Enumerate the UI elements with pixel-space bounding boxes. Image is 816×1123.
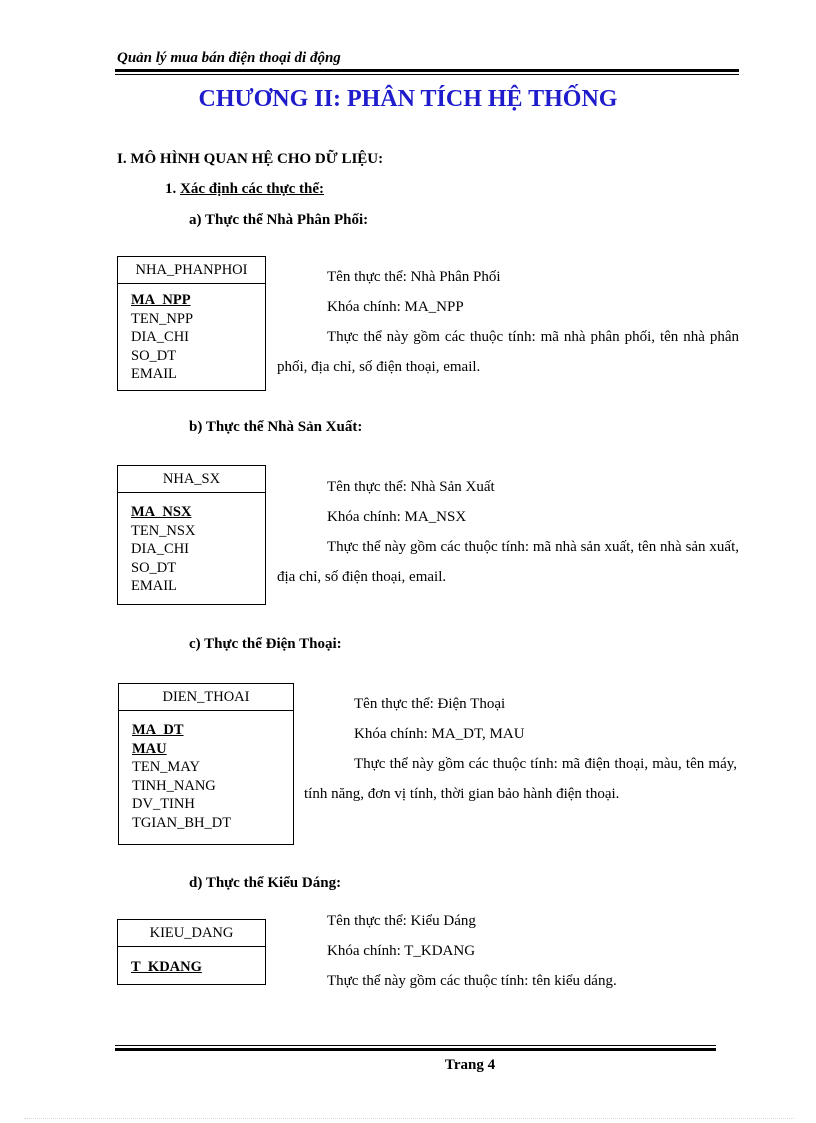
entity-attributes bbox=[118, 493, 265, 596]
entity-name: KIEU_DANG bbox=[118, 920, 265, 947]
entity-name-line: Tên thực thể: Nhà Sản Xuất bbox=[327, 479, 495, 495]
document-header-title: Quản lý mua bán điện thoại di động bbox=[117, 50, 341, 66]
primary-key-attribute: MAU bbox=[132, 740, 167, 757]
entity-heading-c: c) Thực thể Điện Thoại: bbox=[189, 636, 342, 652]
subsection-title: Xác định các thực thể: bbox=[180, 181, 324, 197]
footer-rule-thin bbox=[115, 1045, 716, 1046]
entity-name: NHA_SX bbox=[118, 466, 265, 493]
entity-attributes bbox=[118, 284, 265, 384]
entity-attributes-line: Thực thể này gồm các thuộc tính: mã nhà phân phối, tên nhà phân phối, địa chỉ, số điện thoại, email. bbox=[277, 329, 739, 375]
entity-box-dien-thoai bbox=[118, 683, 294, 845]
attribute: DIA_CHI bbox=[131, 541, 189, 557]
entity-name-line: Tên thực thể: Điện Thoại bbox=[354, 696, 506, 712]
section-heading: I. MÔ HÌNH QUAN HỆ CHO DỮ LIỆU: bbox=[117, 151, 384, 167]
entity-description-b bbox=[277, 472, 739, 592]
page-number: Trang 4 bbox=[444, 1057, 496, 1073]
header-rule bbox=[115, 69, 739, 72]
attribute: TEN_MAY bbox=[132, 759, 200, 775]
entity-key-line: Khóa chính: MA_NSX bbox=[327, 509, 467, 525]
entity-name-line: Tên thực thể: Kiểu Dáng bbox=[327, 913, 476, 929]
attribute: TGIAN_BH_DT bbox=[132, 814, 232, 831]
entity-heading-a: a) Thực thể Nhà Phân Phối: bbox=[189, 212, 369, 228]
entity-key-line: Khóa chính: MA_DT, MAU bbox=[354, 726, 525, 742]
entity-description-d bbox=[277, 906, 739, 996]
entity-key-line: Khóa chính: T_KDANG bbox=[327, 943, 476, 959]
primary-key-attribute: MA_NPP bbox=[131, 292, 191, 308]
entity-attributes bbox=[118, 947, 265, 977]
attribute: TEN_NSX bbox=[131, 522, 196, 539]
attribute: TINH_NANG bbox=[132, 777, 216, 794]
primary-key-attribute: MA_NSX bbox=[131, 504, 192, 520]
entity-name-line: Tên thực thể: Nhà Phân Phối bbox=[327, 269, 501, 285]
entity-heading-b: b) Thực thể Nhà Sản Xuất: bbox=[189, 419, 363, 435]
subsection-heading bbox=[165, 181, 324, 198]
entity-heading-d: d) Thực thể Kiểu Dáng: bbox=[189, 875, 342, 891]
attribute: DIA_CHI bbox=[131, 329, 189, 345]
entity-attributes-line: Thực thể này gồm các thuộc tính: tên kiểu dáng. bbox=[327, 973, 617, 989]
primary-key-attribute: T_KDANG bbox=[131, 959, 202, 975]
attribute: TEN_NPP bbox=[131, 310, 194, 327]
entity-key-line: Khóa chính: MA_NPP bbox=[327, 299, 464, 315]
entity-box-nha-sx bbox=[117, 465, 266, 605]
subsection-number: 1. bbox=[165, 181, 177, 197]
entity-attributes-line: Thực thể này gồm các thuộc tính: mã nhà sản xuất, tên nhà sản xuất, địa chỉ, số điện thoại, email. bbox=[277, 539, 739, 585]
entity-attributes-line: Thực thể này gồm các thuộc tính: mã điện thoại, màu, tên máy, tính năng, đơn vị tính, thời gian bảo hành điện thoại. bbox=[304, 756, 737, 802]
entity-description-a bbox=[277, 262, 739, 382]
attribute: SO_DT bbox=[131, 559, 177, 576]
attribute: EMAIL bbox=[131, 578, 177, 594]
footer-rule bbox=[115, 1048, 716, 1051]
entity-attributes bbox=[119, 711, 293, 832]
entity-name: DIEN_THOAI bbox=[119, 684, 293, 711]
attribute: EMAIL bbox=[131, 366, 177, 382]
page-bottom-edge bbox=[24, 1118, 794, 1119]
entity-box-nha-phanphoi bbox=[117, 256, 266, 391]
primary-key-attribute: MA_DT bbox=[132, 722, 184, 738]
header-rule-thin bbox=[115, 74, 739, 75]
entity-name: NHA_PHANPHOI bbox=[118, 257, 265, 284]
entity-description-c bbox=[304, 689, 737, 809]
entity-box-kieu-dang bbox=[117, 919, 266, 985]
attribute: SO_DT bbox=[131, 347, 177, 364]
attribute: DV_TINH bbox=[132, 796, 195, 812]
chapter-title: CHƯƠNG II: PHÂN TÍCH HỆ THỐNG bbox=[198, 86, 618, 112]
